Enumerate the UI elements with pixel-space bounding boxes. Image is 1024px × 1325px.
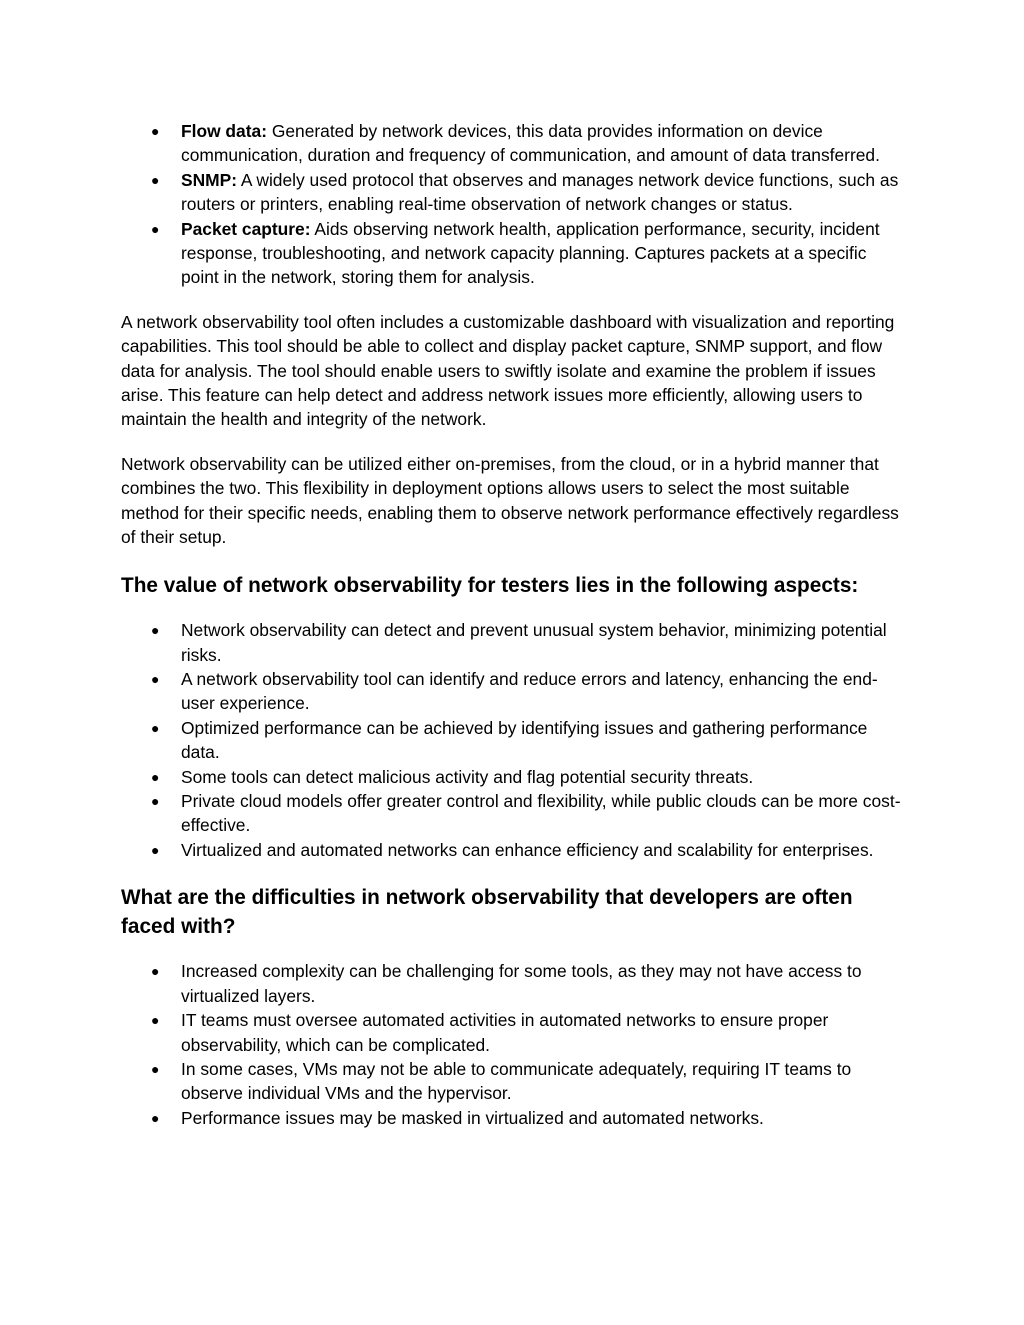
- bullet-icon: ●: [151, 123, 160, 139]
- list-item-text: IT teams must oversee automated activities in automated networks to ensure proper observability, which can be complicated.: [181, 1010, 829, 1055]
- list-item: [121, 119, 906, 168]
- list-item-text: Private cloud models offer greater control and flexibility, while public clouds can be more cost-effective.: [181, 790, 901, 836]
- data-sources-list: [121, 119, 906, 290]
- list-item-text: Generated by network devices, this data provides information on device communication, duration and frequency of communication, and amount of data transferred.: [181, 121, 880, 166]
- list-item: [121, 1106, 906, 1130]
- list-item: [121, 217, 906, 290]
- bullet-icon: ●: [151, 963, 160, 980]
- list-item: [121, 168, 906, 217]
- bullet-icon: ●: [151, 768, 160, 785]
- list-item-text: A network observability tool can identify and reduce errors and latency, enhancing the end-user experience.: [181, 668, 878, 714]
- bullet-icon: ●: [151, 792, 160, 809]
- list-item-text: In some cases, VMs may not be able to communicate adequately, requiring IT teams to observe individual VMs and the hypervisor.: [181, 1058, 852, 1104]
- bullet-icon: ●: [151, 670, 160, 687]
- list-item-term: Flow data:: [181, 121, 267, 141]
- list-item: [121, 618, 906, 667]
- list-item-text: A widely used protocol that observes and manages network device functions, such as routers or printers, enabling real-time observation of network changes or status.: [181, 169, 899, 215]
- list-item-term: Packet capture:: [181, 218, 311, 239]
- list-item-text: Performance issues may be masked in virtualized and automated networks.: [181, 1107, 764, 1128]
- difficulties-list: [121, 959, 906, 1130]
- list-item: [121, 667, 906, 716]
- list-item-text: Aids observing network health, application performance, security, incident response, troubleshooting, and network capacity planning. Captures packets at a specific point in the network, storing them for analysis.: [181, 218, 880, 288]
- bullet-icon: ●: [151, 719, 160, 736]
- list-item: [121, 838, 906, 862]
- list-item-text: Some tools can detect malicious activity and flag potential security threats.: [181, 766, 754, 787]
- value-list: [121, 618, 906, 862]
- list-item: [121, 1008, 906, 1057]
- section-heading-difficulties: What are the difficulties in network observability that developers are often faced with?: [121, 886, 853, 938]
- bullet-icon: ●: [151, 1109, 160, 1126]
- list-item: [121, 789, 906, 838]
- list-item-text: Increased complexity can be challenging for some tools, as they may not have access to virtualized layers.: [181, 961, 862, 1006]
- paragraph-dashboard: A network observability tool often includes a customizable dashboard with visualization and reporting capabilities. This tool should be able to collect and display packet capture, SNMP support, and flow data for analysis. The tool should enable users to swiftly isolate and examine the problem if issues arise. This feature can help detect and address network issues more efficiently, allowing users to maintain the health and integrity of the network.: [121, 311, 895, 430]
- list-item: [121, 959, 906, 1008]
- bullet-icon: ●: [151, 171, 160, 188]
- section-heading-value: The value of network observability for testers lies in the following aspects:: [121, 573, 859, 597]
- list-item-text: Virtualized and automated networks can enhance efficiency and scalability for enterprises.: [181, 839, 874, 860]
- bullet-icon: ●: [151, 1012, 160, 1029]
- bullet-icon: ●: [151, 220, 160, 237]
- list-item-text: Network observability can detect and prevent unusual system behavior, minimizing potential risks.: [181, 620, 887, 665]
- list-item: [121, 765, 906, 789]
- paragraph-deployment: Network observability can be utilized either on-premises, from the cloud, or in a hybrid manner that combines the two. This flexibility in deployment options allows users to select the most suitable method for their specific needs, enabling them to observe network performance effectively regardless of their setup.: [121, 453, 899, 548]
- list-item: [121, 716, 906, 765]
- bullet-icon: ●: [151, 841, 160, 858]
- bullet-icon: ●: [151, 1060, 160, 1077]
- list-item-term: SNMP:: [181, 169, 238, 190]
- list-item: [121, 1057, 906, 1106]
- bullet-icon: ●: [151, 622, 160, 639]
- list-item-text: Optimized performance can be achieved by identifying issues and gathering performance data.: [181, 717, 868, 763]
- document-page: [121, 119, 906, 1130]
